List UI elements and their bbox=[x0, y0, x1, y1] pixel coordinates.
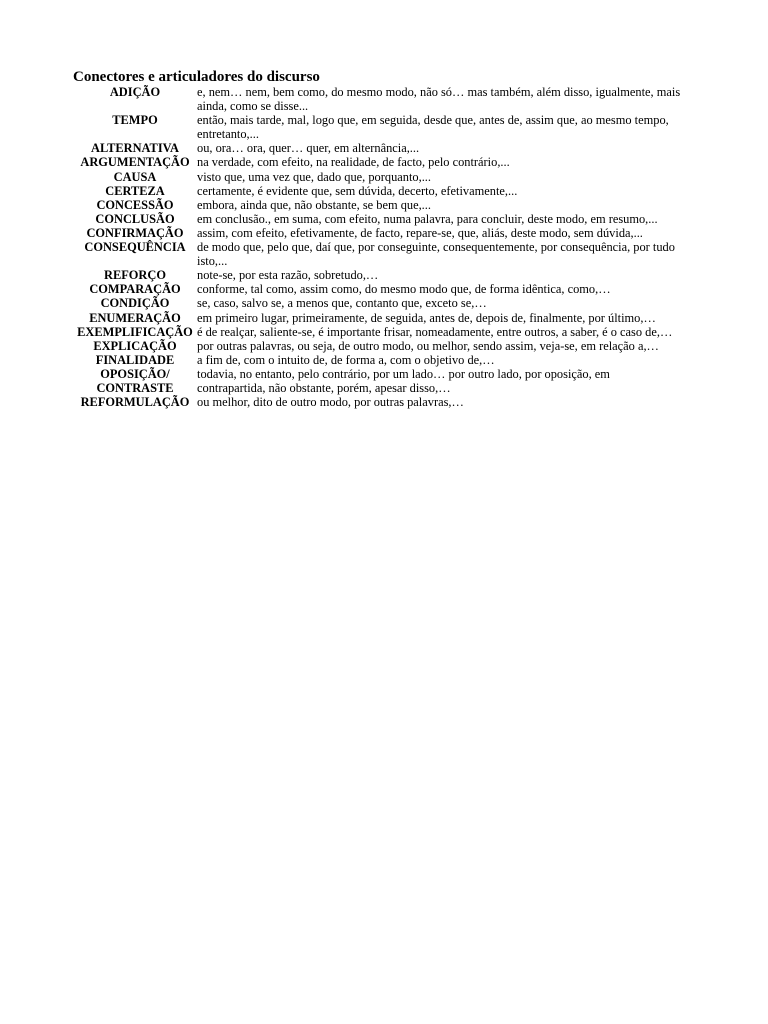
category-label: CONFIRMAÇÃO bbox=[86, 225, 184, 240]
table-row bbox=[73, 268, 693, 282]
table-row bbox=[73, 395, 693, 409]
category-label: CONSEQUÊNCIA bbox=[84, 240, 186, 255]
connector-list: em primeiro lugar, primeiramente, de seguida, antes de, depois de, finalmente, por último,… bbox=[197, 310, 656, 325]
category-label: CONCLUSÃO bbox=[95, 211, 175, 226]
connector-list: note-se, por esta razão, sobretudo,… bbox=[197, 268, 379, 283]
category-label: COMPARAÇÃO bbox=[89, 282, 181, 297]
table-row bbox=[73, 155, 693, 169]
connector-list: na verdade, com efeito, na realidade, de facto, pelo contrário,... bbox=[197, 155, 510, 170]
connector-list: embora, ainda que, não obstante, se bem que,... bbox=[197, 197, 431, 212]
category-label: ALTERNATIVA bbox=[91, 141, 179, 156]
connector-list: todavia, no entanto, pelo contrário, por um lado… por outro lado, por oposição, em bbox=[197, 366, 610, 381]
table-row bbox=[73, 311, 693, 325]
table-row bbox=[73, 282, 693, 296]
connector-list: ou melhor, dito de outro modo, por outras palavras,… bbox=[197, 395, 464, 410]
connector-list: assim, com efeito, efetivamente, de facto, repare-se, que, aliás, deste modo, sem dúvida,... bbox=[197, 225, 643, 240]
document-title: Conectores e articuladores do discurso bbox=[73, 69, 320, 85]
connector-list: e, nem… nem, bem como, do mesmo modo, não só… mas também, além disso, igualmente, mais ainda, como se disse... bbox=[197, 85, 681, 114]
category-label: ENUMERAÇÃO bbox=[89, 310, 181, 325]
table-row bbox=[73, 212, 693, 226]
table-row bbox=[73, 353, 693, 367]
category-label: ARGUMENTAÇÃO bbox=[80, 155, 190, 170]
category-label: ADIÇÃO bbox=[109, 85, 161, 99]
category-label: CAUSA bbox=[113, 169, 157, 184]
table-row bbox=[73, 367, 693, 381]
connector-list: de modo que, pelo que, daí que, por conseguinte, consequentemente, por consequência, por tudo isto,... bbox=[197, 240, 675, 269]
connector-list: por outras palavras, ou seja, de outro modo, ou melhor, sendo assim, veja-se, em relação a,… bbox=[197, 338, 659, 353]
document-page bbox=[73, 68, 703, 409]
connector-list: é de realçar, saliente-se, é importante frisar, nomeadamente, entre outros, a saber, é o caso de,… bbox=[197, 324, 673, 339]
category-label: CERTEZA bbox=[105, 183, 165, 198]
table-row bbox=[73, 381, 693, 395]
table-row bbox=[73, 325, 693, 339]
table-row bbox=[73, 339, 693, 353]
category-label: REFORMULAÇÃO bbox=[80, 395, 190, 410]
connector-list: conforme, tal como, assim como, do mesmo modo que, de forma idêntica, como,… bbox=[197, 282, 611, 297]
connector-list: contrapartida, não obstante, porém, apesar disso,… bbox=[197, 380, 451, 395]
category-label: REFORÇO bbox=[104, 268, 166, 283]
category-label: CONTRASTE bbox=[96, 380, 174, 395]
category-label: EXPLICAÇÃO bbox=[93, 338, 177, 353]
connectors-table bbox=[73, 85, 693, 409]
category-label: OPOSIÇÃO/ bbox=[100, 366, 170, 381]
table-row bbox=[73, 170, 693, 184]
connector-list: certamente, é evidente que, sem dúvida, decerto, efetivamente,... bbox=[197, 183, 518, 198]
table-row bbox=[73, 141, 693, 155]
connector-list: visto que, uma vez que, dado que, porquanto,... bbox=[197, 169, 431, 184]
table-row bbox=[73, 198, 693, 212]
table-row bbox=[73, 85, 693, 113]
table-row bbox=[73, 184, 693, 198]
table-row bbox=[73, 113, 693, 141]
connector-list: então, mais tarde, mal, logo que, em seguida, desde que, antes de, assim que, ao mesmo tempo, entretanto,... bbox=[197, 113, 669, 142]
table-row bbox=[73, 296, 693, 310]
category-label: TEMPO bbox=[112, 113, 158, 128]
category-label: CONCESSÃO bbox=[96, 197, 174, 212]
table-row bbox=[73, 240, 693, 268]
connector-list: se, caso, salvo se, a menos que, contanto que, exceto se,… bbox=[197, 296, 487, 311]
connector-list: a fim de, com o intuito de, de forma a, com o objetivo de,… bbox=[197, 352, 495, 367]
category-label: CONDIÇÃO bbox=[100, 296, 170, 311]
category-label: FINALIDADE bbox=[95, 352, 175, 367]
connector-list: em conclusão., em suma, com efeito, numa palavra, para concluir, deste modo, em resumo,... bbox=[197, 211, 658, 226]
connector-list: ou, ora… ora, quer… quer, em alternância,... bbox=[197, 141, 420, 156]
category-label: EXEMPLIFICAÇÃO bbox=[77, 324, 193, 339]
table-row bbox=[73, 226, 693, 240]
